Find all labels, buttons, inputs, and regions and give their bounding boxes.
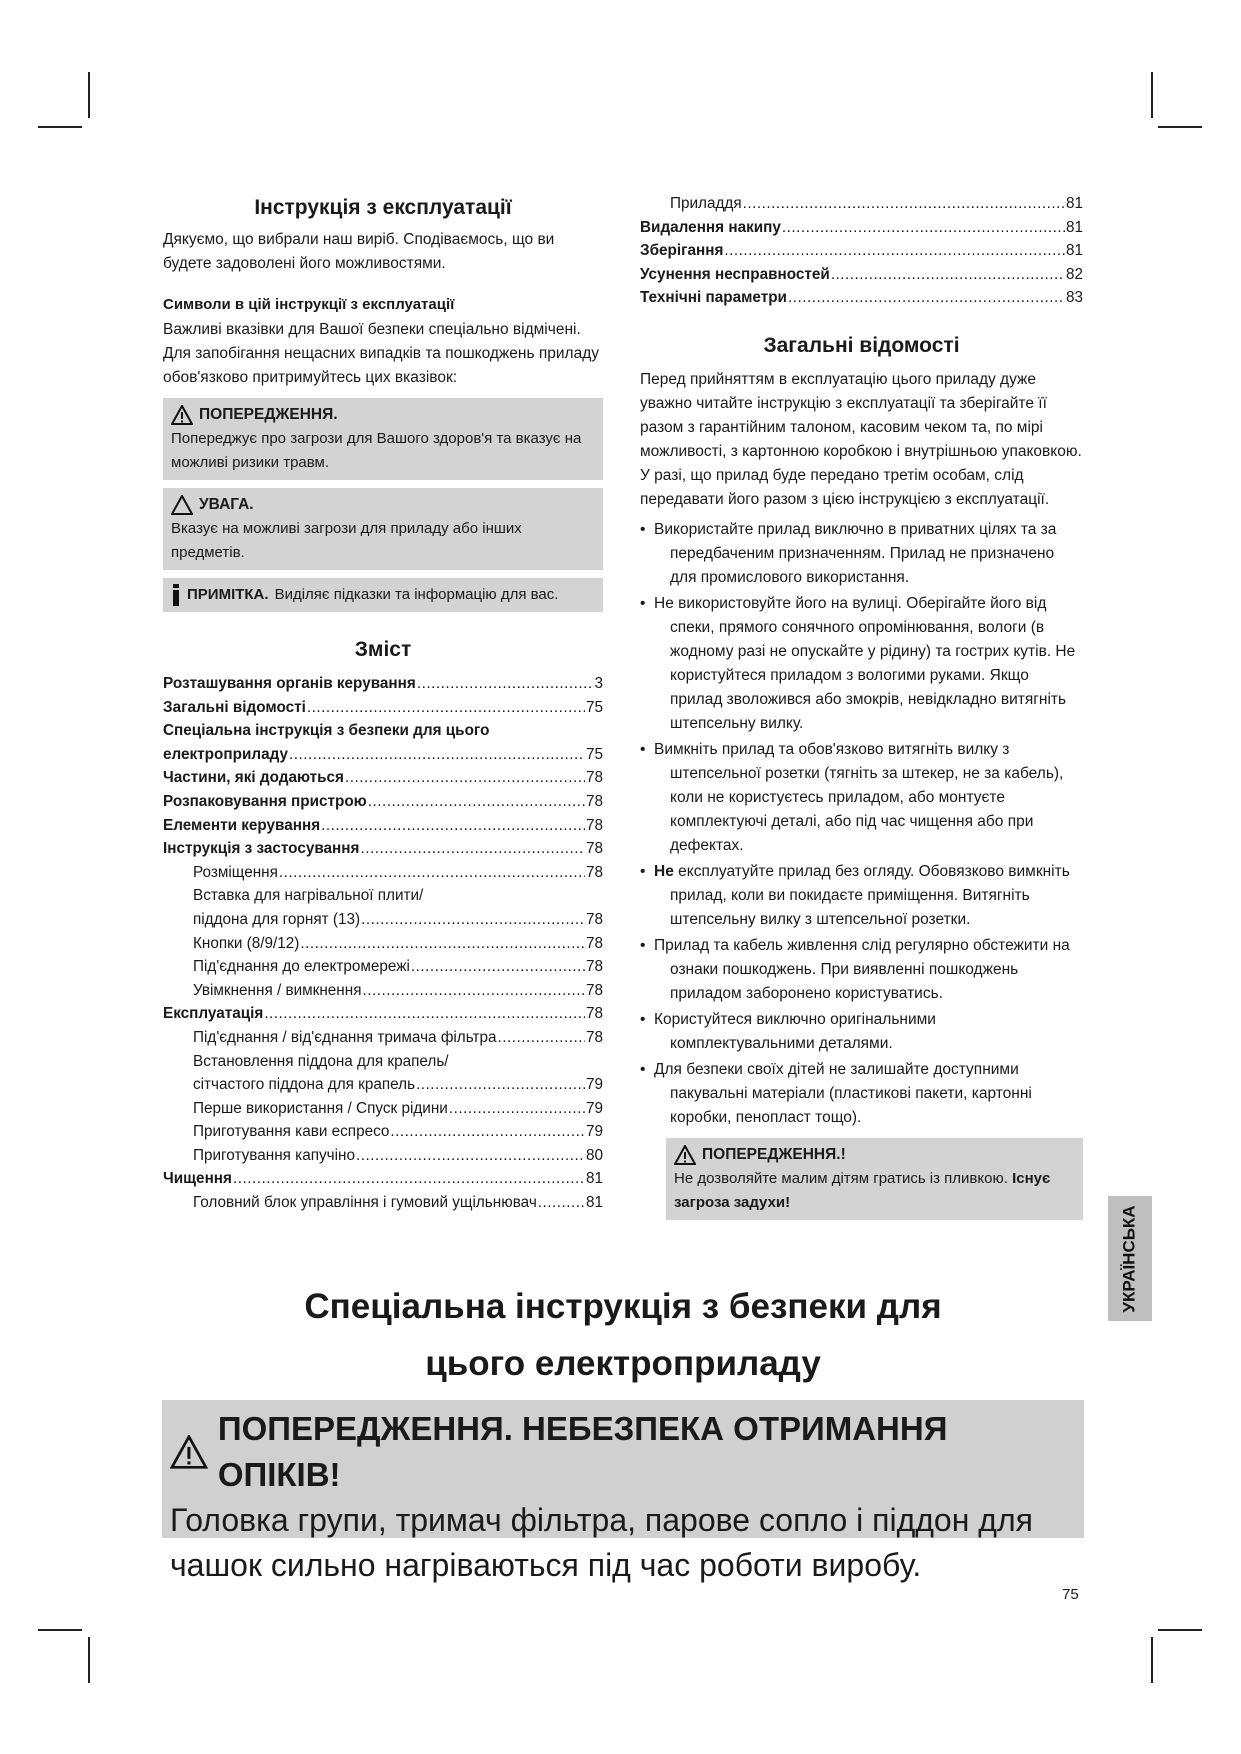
toc-entry-title: Кнопки (8/9/12) (193, 934, 300, 952)
toc-entry-title: Під'єднання / від'єднання тримача фільтра (193, 1028, 497, 1046)
toc-entry-title: електроприладу (163, 745, 288, 763)
note-box (163, 578, 603, 612)
general-text: Перед прийняттям в експлуатацію цього приладу дуже уважно читайте інструкцію з експлуатації та зберігайте її разом з гарантійним талоном, касовим чеком та, по мірі можливості, з картонною коробкою і внутрішньою упаковкою. У разі, що прилад буде передано третім особам, слід передавати його разом з цією інструкцією з експлуатації. (640, 370, 1082, 508)
toc-entry-page: 78 (585, 840, 603, 858)
toc-entry (640, 192, 1083, 216)
toc-entry-page: 75 (585, 698, 603, 716)
toc-entry-title: Видалення накипу (640, 218, 781, 236)
safety-section-title (163, 1278, 1083, 1392)
toc-leader-dots (345, 766, 585, 790)
toc-entry-title: Приладдя (670, 195, 742, 212)
safety-bullet-text: Використайте прилад виключно в приватних цілях та за передбаченим призначенням. Прилад не призначено для промислового використання. (654, 520, 1057, 586)
toc-leader-dots (724, 239, 1065, 263)
caution-triangle-icon (171, 495, 193, 515)
toc-entry-title: Зберігання (640, 242, 724, 260)
safety-bullet (640, 738, 1083, 858)
note-title: ПРИМІТКА. (187, 586, 269, 603)
warning-triangle-icon (171, 405, 193, 425)
safety-bullet (640, 860, 1083, 932)
caution-text: Вказує на можливі загрози для приладу або інших предметів. (171, 520, 522, 561)
toc-entry (163, 1167, 603, 1191)
toc-entry (163, 672, 603, 696)
toc-entry-title: Усунення несправностей (640, 265, 830, 283)
toc-leader-dots (368, 790, 585, 814)
toc-entry-page: 81 (585, 1170, 603, 1188)
caution-box (163, 488, 603, 570)
toc-entry-page: 3 (594, 675, 603, 692)
toc-entry-title: Чищення (163, 1170, 232, 1188)
toc-entry-title: Інструкція з застосування (163, 840, 360, 858)
toc-entry-title: Розташування органів керування (163, 675, 416, 692)
caution-title: УВАГА. (199, 496, 254, 513)
crop-mark (38, 126, 82, 128)
toc-leader-dots (417, 672, 594, 696)
toc-entry (163, 1050, 603, 1074)
symbols-text: Важливі вказівки для Вашої безпеки спеціально відмічені. Для запобігання нещасних випадків та пошкоджень приладу обов'язково притримуйтесь цих вказівок: (163, 321, 599, 386)
crop-mark (88, 72, 90, 118)
child-warning-title: ПОПЕРЕДЖЕННЯ.! (702, 1145, 846, 1163)
general-title: Загальні відомості (763, 333, 960, 357)
toc-entry-page: 79 (585, 1123, 603, 1141)
toc-list-continued (640, 192, 1083, 310)
toc-entry (640, 263, 1083, 287)
toc-entry (163, 979, 603, 1003)
toc-entry-page: 75 (585, 745, 603, 763)
toc-leader-dots (831, 263, 1065, 287)
toc-entry (163, 908, 603, 932)
toc-entry-title: Увімкнення / вимкнення (193, 981, 362, 999)
warning-triangle-icon (170, 1435, 208, 1469)
toc-entry-page: 78 (585, 910, 603, 928)
toc-entry-page: 82 (1065, 265, 1083, 283)
toc-entry-title: Перше використання / Спуск рідини (193, 1099, 448, 1117)
toc-leader-dots (233, 1167, 585, 1191)
toc-entry-page: 78 (585, 1028, 603, 1046)
toc-entry-title: Приготування кави еспресо (193, 1123, 390, 1141)
toc-entry (163, 1073, 603, 1097)
crop-mark (1158, 126, 1202, 128)
toc-entry-title: Головний блок управління і гумовий ущільнювач (193, 1194, 537, 1212)
toc-entry-page: 81 (1065, 195, 1083, 212)
toc-leader-dots (300, 932, 585, 956)
warning-triangle-icon (674, 1145, 696, 1165)
toc-entry-page: 79 (585, 1099, 603, 1117)
toc-leader-dots (788, 286, 1065, 310)
safety-bullet (640, 934, 1083, 1006)
toc-leader-dots (416, 1073, 585, 1097)
toc-entry (163, 1191, 603, 1215)
toc-entry-page: 83 (1065, 289, 1083, 307)
toc-entry (163, 1097, 603, 1121)
toc-entry-page: 78 (585, 769, 603, 787)
child-warning-box (666, 1138, 1083, 1220)
toc-entry-page: 78 (585, 816, 603, 834)
info-icon (171, 584, 181, 606)
toc-entry-page: 78 (585, 863, 603, 881)
toc-entry-page: 79 (585, 1076, 603, 1094)
warning-box (163, 398, 603, 480)
toc-entry (163, 1120, 603, 1144)
safety-bullets (640, 518, 1083, 1130)
toc-entry (640, 239, 1083, 263)
toc-entry (163, 1002, 603, 1026)
toc-entry-title: Загальні відомості (163, 698, 306, 716)
child-warning-text (674, 1167, 1075, 1215)
toc-entry-page: 80 (585, 1146, 603, 1164)
toc-entry-title: піддона для горнят (13) (193, 910, 361, 928)
crop-mark (38, 1629, 82, 1631)
toc-entry-title: Експлуатація (163, 1005, 264, 1023)
intro-text: Дякуємо, що вибрали наш виріб. Сподіваємось, що ви будете задоволені його можливостями. (163, 231, 555, 272)
toc-entry-title: Під'єднання до електромережі (193, 958, 410, 976)
page-number: 75 (1062, 1586, 1079, 1603)
toc-leader-dots (449, 1097, 585, 1121)
toc-entry (163, 743, 603, 767)
burn-warning-title: ПОПЕРЕДЖЕННЯ. НЕБЕЗПЕКА ОТРИМАННЯ ОПІКІВ! (217, 1410, 948, 1493)
warning-text: Попереджує про загрози для Вашого здоров'я та вказує на можливі ризики травм. (171, 430, 582, 471)
toc-leader-dots (782, 216, 1065, 240)
safety-title-line-1: Спеціальна інструкція з безпеки для (304, 1287, 942, 1326)
toc-leader-dots (279, 861, 585, 885)
toc-leader-dots (307, 696, 585, 720)
safety-bullet-text: Для безпеки своїх дітей не залишайте доступними пакувальні матеріали (пластикові пакети, картонні коробки, пенопласт тощо). (654, 1060, 1032, 1126)
safety-bullet (640, 1008, 1083, 1056)
safety-bullet-text: експлуатуйте прилад без огляду. Обовязково вимкніть прилад, коли ви покидаєте приміщення. Витягніть штепсельну вилку з штепсельної розетки. (670, 862, 1070, 928)
toc-leader-dots (360, 837, 585, 861)
toc-list (163, 672, 603, 1215)
toc-entry-title: Частини, які додаються (163, 769, 344, 787)
toc-leader-dots (498, 1026, 585, 1050)
crop-mark (1158, 1629, 1202, 1631)
symbols-heading: Символи в цій інструкції з експлуатації (163, 296, 455, 313)
toc-entry (163, 766, 603, 790)
toc-entry-page: 78 (585, 1005, 603, 1023)
toc-entry-title: Приготування капучіно (193, 1146, 355, 1164)
toc-entry (163, 837, 603, 861)
toc-entry (163, 696, 603, 720)
toc-leader-dots (411, 955, 585, 979)
toc-entry-title: Розміщення (193, 863, 278, 881)
toc-entry (163, 719, 603, 743)
safety-bullet (640, 1058, 1083, 1130)
note-text: Виділяє підказки та інформацію для вас. (274, 586, 559, 603)
safety-bullet-text: Прилад та кабель живлення слід регулярно обстежити на ознаки пошкоджень. При виявленні пошкоджень приладом заборонено користуватись. (654, 936, 1070, 1002)
crop-mark (1151, 1637, 1153, 1683)
toc-leader-dots (321, 814, 585, 838)
language-tab (1108, 1196, 1152, 1321)
toc-entry-page: 78 (585, 981, 603, 999)
toc-entry-page: 81 (1065, 218, 1083, 236)
toc-leader-dots (363, 979, 585, 1003)
toc-entry-page: 78 (585, 934, 603, 952)
toc-entry (163, 932, 603, 956)
manual-title: Інструкція з експлуатації (254, 196, 512, 219)
toc-entry (163, 955, 603, 979)
toc-entry-page: 81 (1065, 242, 1083, 260)
toc-leader-dots (743, 192, 1065, 216)
toc-title: Зміст (354, 638, 412, 661)
left-column (163, 196, 603, 1215)
burn-warning-box (162, 1400, 1084, 1583)
toc-leader-dots (361, 908, 585, 932)
toc-leader-dots (356, 1144, 585, 1168)
safety-bullet (640, 518, 1083, 590)
toc-entry (163, 1026, 603, 1050)
toc-entry (163, 861, 603, 885)
toc-entry (163, 884, 603, 908)
safety-bullet (640, 592, 1083, 736)
toc-leader-dots (390, 1120, 585, 1144)
crop-mark (88, 1637, 90, 1683)
toc-entry-title: Розпаковування пристрою (163, 792, 367, 810)
toc-entry-title: Елементи керування (163, 816, 321, 834)
toc-entry-title: сітчастого піддона для крапель (193, 1076, 416, 1094)
language-tab-label: УКРАЇНСЬКА (1120, 1204, 1140, 1313)
safety-bullet-bold: Не (654, 862, 674, 880)
warning-title: ПОПЕРЕДЖЕННЯ. (199, 406, 338, 423)
toc-leader-dots (264, 1002, 585, 1026)
right-column (640, 196, 1083, 1220)
safety-bullet-text: Користуйтеся виключно оригінальними комплектувальними деталями. (654, 1010, 936, 1052)
toc-entry-title: Технічні параметри (640, 289, 787, 307)
toc-entry-title: Вставка для нагрівальної плити/ (193, 887, 424, 905)
toc-entry (163, 1144, 603, 1168)
toc-leader-dots (538, 1191, 585, 1215)
child-warning-bold: Існує загроза задухи! (674, 1169, 1051, 1211)
toc-entry (163, 814, 603, 838)
toc-entry (163, 790, 603, 814)
toc-entry-page: 78 (585, 792, 603, 810)
child-warning-body: Не дозволяйте малим дітям гратись із пливкою. (674, 1169, 1013, 1187)
toc-entry (640, 216, 1083, 240)
safety-bullet-text: Вимкніть прилад та обов'язково витягніть вилку з штепсельної розетки (тягніть за штекер, не за кабель), коли не користуєтесь приладом, або монтуєте комплектуючі деталі, або під час чищення або при дефектах. (654, 740, 1064, 854)
toc-entry-title: Спеціальна інструкція з безпеки для цього (163, 722, 490, 740)
crop-mark (1151, 72, 1153, 118)
toc-entry-title: Встановлення піддона для крапель/ (193, 1052, 449, 1070)
toc-entry-page: 81 (585, 1194, 603, 1212)
safety-title-line-2: цього електроприладу (425, 1344, 821, 1383)
burn-warning-text: Головка групи, тримач фільтра, парове сопло і піддон для чашок сильно нагріваються під час роботи виробу. (170, 1502, 1033, 1583)
safety-bullet-text: Не використовуйте його на вулиці. Оберігайте його від спеки, прямого сонячного опромінювання, вологи (в жодному разі не опускайте у рідину) та гострих кутів. Не користуйтеся приладом з вологими руками. Якщо прилад зволожився або змокрів, невідкладно витягніть штепсельну вилку. (654, 594, 1076, 732)
toc-entry (640, 286, 1083, 310)
toc-leader-dots (289, 743, 585, 767)
toc-entry-page: 78 (585, 958, 603, 976)
